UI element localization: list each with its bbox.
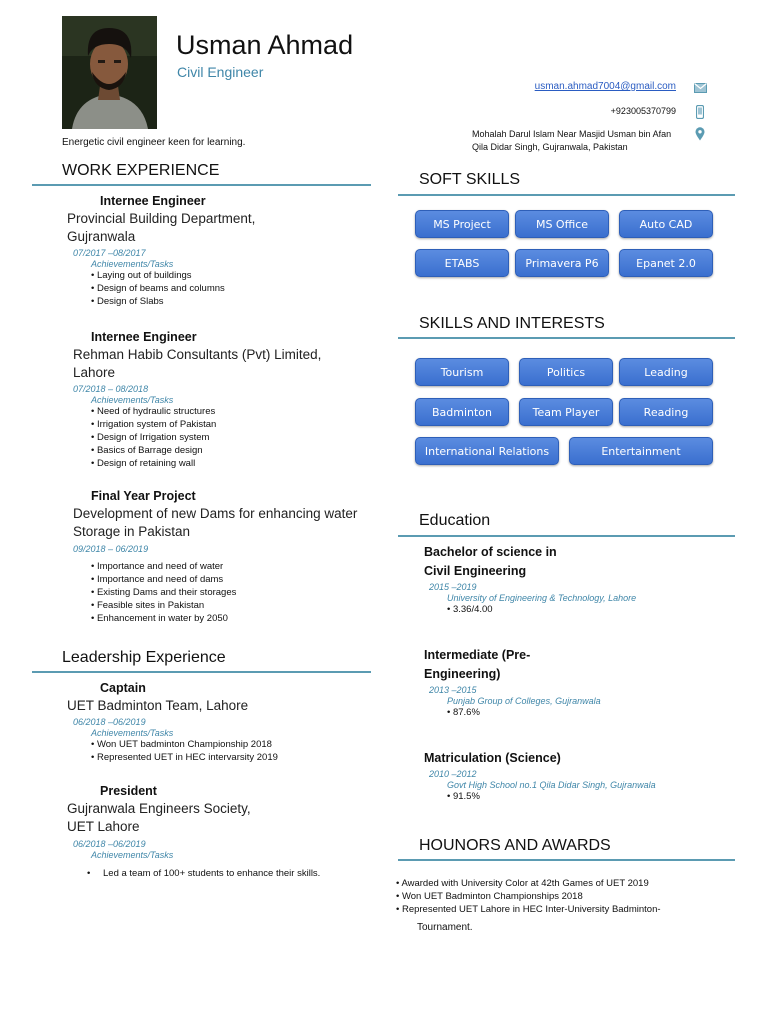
job-date: 07/2018 – 08/2018	[73, 384, 149, 394]
degree-line-1: Intermediate (Pre-	[424, 648, 531, 662]
list-item: • Design of beams and columns	[91, 282, 387, 295]
degree-title	[424, 543, 636, 581]
org-line-2: Storage in Pakistan	[73, 524, 191, 539]
role-title: President	[100, 784, 157, 798]
phone-number: +923005370799	[610, 106, 676, 116]
score-list	[447, 603, 636, 616]
task-list	[91, 560, 383, 625]
list-item: • Feasible sites in Pakistan	[91, 599, 383, 612]
list-item: • Basics of Barrage design	[91, 444, 393, 457]
interests-heading: SKILLS AND INTERESTS	[419, 315, 605, 332]
list-item: • Represented UET in HEC intervarsity 2019	[91, 751, 387, 764]
score-list	[447, 790, 656, 803]
awards-list	[396, 877, 661, 916]
org-line-1: Development of new Dams for enhancing water	[73, 506, 358, 521]
list-item: • Won UET Badminton Championships 2018	[396, 890, 661, 903]
email-link[interactable]: usman.ahmad7004@gmail.com	[534, 81, 676, 92]
role-organization	[67, 800, 387, 836]
role-organization: UET Badminton Team, Lahore	[67, 698, 249, 713]
achievements-label: Achievements/Tasks	[91, 850, 174, 860]
address-line-1: Mohalah Darul Islam Near Masjid Usman bin Afan	[472, 129, 672, 139]
list-item: • Represented UET Lahore in HEC Inter-University Badminton-	[396, 903, 661, 916]
role-date: 06/2018 –06/2019	[73, 839, 146, 849]
list-item: • Laying out of buildings	[91, 269, 387, 282]
interest-pill: Badminton	[415, 398, 509, 426]
org-line-2: Gujranwala	[67, 229, 136, 244]
list-item-text: Led a team of 100+ students to enhance their skills.	[103, 868, 321, 879]
list-item: • Design of Slabs	[91, 295, 387, 308]
skill-pill: Auto CAD	[619, 210, 713, 238]
score: • 91.5%	[447, 790, 656, 803]
work-experience-heading: WORK EXPERIENCE	[62, 162, 220, 179]
phone-icon	[696, 105, 704, 119]
job-organization	[73, 505, 383, 541]
education-years: 2010 –2012	[429, 769, 477, 779]
education-entry-2	[424, 646, 601, 719]
leadership-role-2	[67, 784, 387, 879]
interest-pill: Leading	[619, 358, 713, 386]
profile-photo-illustration	[62, 16, 157, 129]
awards-continuation: Tournament.	[417, 922, 473, 933]
list-item: • Won UET badminton Championship 2018	[91, 738, 387, 751]
education-heading: Education	[419, 512, 491, 529]
job-date: 07/2017 –08/2017	[73, 248, 146, 258]
org-line-2: UET Lahore	[67, 819, 140, 834]
list-item: • Awarded with University Color at 42th Games of UET 2019	[396, 877, 661, 890]
interest-pill: Team Player	[519, 398, 613, 426]
achievements-label: Achievements/Tasks	[91, 395, 174, 405]
degree-line-1: Bachelor of science in	[424, 545, 557, 559]
task-list	[91, 269, 387, 308]
list-item: • Design of retaining wall	[91, 457, 393, 470]
interests-rule	[398, 337, 735, 339]
mail-icon	[694, 83, 707, 93]
score: • 3.36/4.00	[447, 603, 636, 616]
org-line-1: Rehman Habib Consultants (Pvt) Limited,	[73, 347, 322, 362]
work-job-1	[67, 194, 387, 308]
profile-photo	[62, 16, 157, 129]
list-item	[87, 868, 387, 879]
list-item: • Importance and need of dams	[91, 573, 383, 586]
candidate-role: Civil Engineer	[177, 64, 264, 80]
interest-pill: Entertainment	[569, 437, 713, 465]
task-list	[91, 405, 393, 470]
soft-skills-heading: SOFT SKILLS	[419, 171, 521, 188]
interest-pill: Tourism	[415, 358, 509, 386]
address-line-2: Qila Didar Singh, Gujranwala, Pakistan	[472, 142, 628, 152]
job-organization	[73, 346, 393, 382]
org-line-1: Provincial Building Department,	[67, 211, 256, 226]
achievements-label: Achievements/Tasks	[91, 259, 174, 269]
job-title: Final Year Project	[91, 489, 196, 503]
location-pin-icon	[695, 127, 705, 141]
role-title: Captain	[100, 681, 146, 695]
profile-summary: Energetic civil engineer keen for learning.	[62, 137, 246, 148]
list-item: • Design of Irrigation system	[91, 431, 393, 444]
list-item: • Importance and need of water	[91, 560, 383, 573]
list-item: • Enhancement in water by 2050	[91, 612, 383, 625]
education-entry-3	[424, 749, 656, 803]
awards-heading: HOUNORS AND AWARDS	[419, 837, 611, 854]
work-heading-rule	[32, 184, 371, 186]
job-organization	[67, 210, 387, 246]
list-item: • Existing Dams and their storages	[91, 586, 383, 599]
address	[472, 128, 671, 154]
education-entry-1	[424, 543, 636, 616]
work-job-3	[73, 489, 383, 625]
job-title: Internee Engineer	[91, 330, 197, 344]
leadership-heading-rule	[32, 671, 371, 673]
list-item: • Irrigation system of Pakistan	[91, 418, 393, 431]
interest-pill: Reading	[619, 398, 713, 426]
school-name: University of Engineering & Technology, Lahore	[447, 593, 637, 603]
degree-title	[424, 646, 601, 684]
org-line-2: Lahore	[73, 365, 116, 380]
degree-title: Matriculation (Science)	[424, 751, 561, 765]
skill-pill: ETABS	[415, 249, 509, 277]
degree-line-2: Civil Engineering	[424, 564, 527, 578]
score: • 87.6%	[447, 706, 601, 719]
candidate-name: Usman Ahmad	[176, 30, 354, 60]
skill-pill: Primavera P6	[515, 249, 609, 277]
job-title: Internee Engineer	[100, 194, 206, 208]
degree-line-2: Engineering)	[424, 667, 501, 681]
skill-pill: Epanet 2.0	[619, 249, 713, 277]
education-years: 2015 –2019	[429, 582, 477, 592]
skill-pill: MS Project	[415, 210, 509, 238]
leadership-role-1	[67, 681, 387, 764]
school-name: Govt High School no.1 Qila Didar Singh, Gujranwala	[447, 780, 656, 790]
work-job-2	[73, 330, 393, 470]
task-list	[91, 738, 387, 764]
school-name: Punjab Group of Colleges, Gujranwala	[447, 696, 601, 706]
bullet-dot: •	[87, 868, 91, 879]
job-date: 09/2018 – 06/2019	[73, 544, 149, 554]
achievements-label: Achievements/Tasks	[91, 728, 174, 738]
education-years: 2013 –2015	[429, 685, 477, 695]
interest-pill: International Relations	[415, 437, 559, 465]
education-rule	[398, 535, 735, 537]
score-list	[447, 706, 601, 719]
role-date: 06/2018 –06/2019	[73, 717, 146, 727]
awards-rule	[398, 859, 735, 861]
org-line-1: Gujranwala Engineers Society,	[67, 801, 251, 816]
interest-pill: Politics	[519, 358, 613, 386]
skill-pill: MS Office	[515, 210, 609, 238]
soft-skills-rule	[398, 194, 735, 196]
list-item: • Need of hydraulic structures	[91, 405, 393, 418]
leadership-heading: Leadership Experience	[62, 649, 226, 666]
